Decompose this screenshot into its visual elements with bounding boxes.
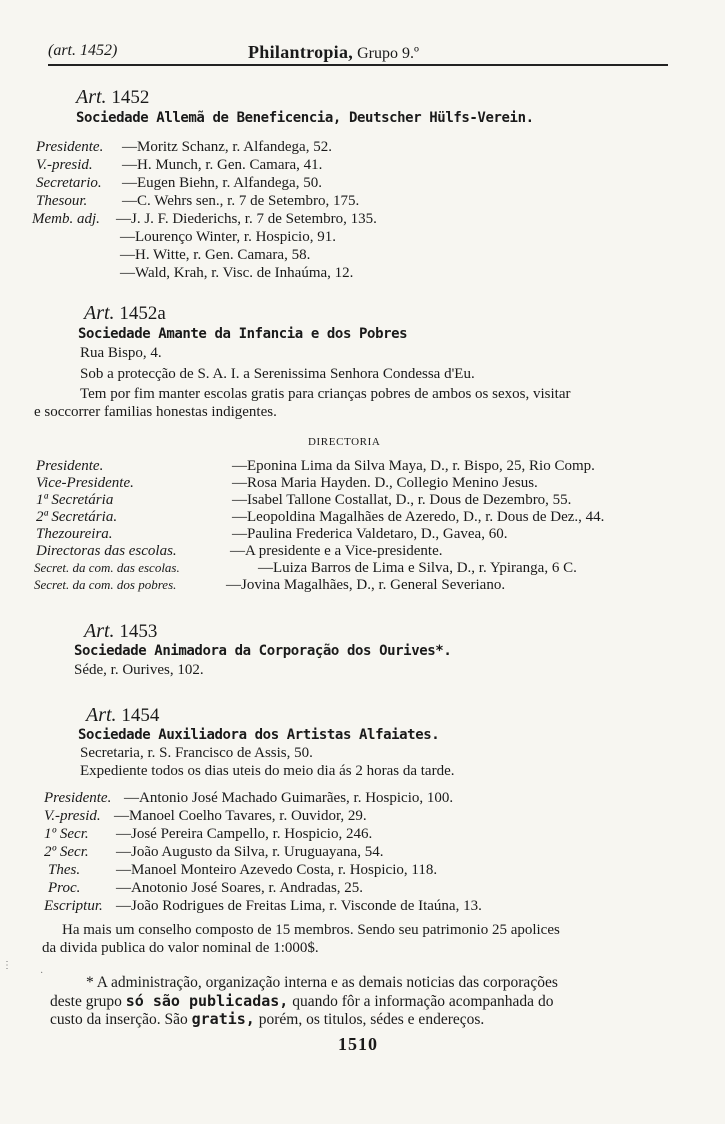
member-entry: —A presidente e a Vice-presidente. (230, 543, 443, 559)
member-entry: —Eponina Lima da Silva Maya, D., r. Bispo, 25, Rio Comp. (232, 458, 595, 474)
article-1452a-protection: Sob a protecção de S. A. I. a Serenissima Senhora Condessa d'Eu. (80, 366, 475, 382)
member-entry: —João Rodrigues de Freitas Lima, r. Visconde de Itaúna, 13. (116, 898, 482, 914)
article-1453-number: Art. 1453 (84, 620, 158, 642)
role-label: Secret. da com. dos pobres. (34, 577, 177, 592)
article-1453-address: Séde, r. Ourives, 102. (74, 662, 204, 678)
role-label: Directoras das escolas. (36, 543, 177, 559)
footnote-line2: deste grupo só são publicadas, quando fôr a informação acompanhada do (50, 992, 554, 1010)
member-entry: —Antonio José Machado Guimarães, r. Hospicio, 100. (124, 790, 454, 806)
page-number: 1510 (338, 1034, 378, 1054)
member-entry: —Jovina Magalhães, D., r. General Severiano. (226, 577, 506, 593)
article-1452-number: Art. 1452 (76, 86, 150, 108)
role-label: V.-presid. (36, 157, 93, 173)
role-label: Thesour. (36, 193, 88, 209)
role-label: 1º Secr. (44, 826, 89, 842)
role-label: Vice-Presidente. (36, 475, 134, 491)
member-entry: —Isabel Tallone Costallat, D., r. Dous de Dezembro, 55. (232, 492, 572, 508)
role-label: Thezoureira. (36, 526, 113, 542)
member-entry: —Wald, Krah, r. Visc. de Inhaúma, 12. (120, 265, 354, 281)
role-label: V.-presid. (44, 808, 101, 824)
role-label: Presidente. (36, 139, 104, 155)
member-entry: —Luiza Barros de Lima e Silva, D., r. Ypiranga, 6 C. (258, 560, 577, 576)
directoria-heading: DIRECTORIA (308, 436, 381, 448)
member-entry: —Manoel Monteiro Azevedo Costa, r. Hospicio, 118. (116, 862, 438, 878)
role-label: 2º Secr. (44, 844, 89, 860)
member-entry: —Leopoldina Magalhães de Azeredo, D., r. Dous de Dez., 44. (232, 509, 605, 525)
header-title-bold: Philantropia, (248, 42, 354, 62)
article-1454-council-line2: da divida publica do valor nominal de 1:000$. (42, 940, 319, 956)
role-label: Presidente. (44, 790, 112, 806)
footnote-line3: custo da inserção. São gratis, porém, os titulos, sédes e endereços. (50, 1010, 485, 1028)
role-label: Secretario. (36, 175, 102, 191)
role-label: 2ª Secretária. (36, 509, 118, 525)
member-entry: —J. J. F. Diederichs, r. 7 de Setembro, 135. (116, 211, 377, 227)
member-entry: —Rosa Maria Hayden. D., Collegio Menino Jesus. (232, 475, 538, 491)
article-1454-number: Art. 1454 (86, 704, 160, 726)
article-1454-expediente: Expediente todos os dias uteis do meio dia ás 2 horas da tarde. (80, 763, 455, 779)
header-title (248, 42, 419, 63)
scan-speck: ⋮ (2, 960, 12, 971)
article-1454-secretaria: Secretaria, r. S. Francisco de Assis, 50. (80, 745, 313, 761)
member-entry: —Moritz Schanz, r. Alfandega, 52. (122, 139, 332, 155)
article-1453-title: Sociedade Animadora da Corporação dos Ourives*. (74, 643, 452, 659)
role-label: Proc. (48, 880, 81, 896)
article-1454-council-line1: Ha mais um conselho composto de 15 membros. Sendo seu patrimonio 25 apolices (62, 922, 560, 938)
article-1452a-aim-line1: Tem por fim manter escolas gratis para crianças pobres de ambos os sexos, visitar (80, 386, 571, 402)
member-entry: —José Pereira Campello, r. Hospicio, 246. (116, 826, 373, 842)
footnote-emphasis: gratis, (191, 1010, 255, 1028)
article-1454-title: Sociedade Auxiliadora dos Artistas Alfaiates. (78, 727, 440, 743)
role-label: Presidente. (36, 458, 104, 474)
member-entry: —C. Wehrs sen., r. 7 de Setembro, 175. (122, 193, 360, 209)
member-entry: —Manoel Coelho Tavares, r. Ouvidor, 29. (114, 808, 367, 824)
member-entry: —João Augusto da Silva, r. Uruguayana, 54. (116, 844, 384, 860)
scan-speck: · (40, 968, 44, 979)
role-label: Escriptur. (44, 898, 103, 914)
article-1452-title: Sociedade Allemã de Beneficencia, Deutscher Hülfs-Verein. (76, 110, 534, 126)
article-1452a-title: Sociedade Amante da Infancia e dos Pobres (78, 326, 408, 342)
member-entry: —Paulina Frederica Valdetaro, D., Gavea, 60. (232, 526, 508, 542)
article-1452a-number: Art. 1452a (84, 302, 166, 324)
member-entry: —H. Munch, r. Gen. Camara, 41. (122, 157, 323, 173)
role-label: Thes. (48, 862, 81, 878)
article-1452a-address: Rua Bispo, 4. (80, 345, 162, 361)
footnote-line1: * A administração, organização interna e as demais noticias das corporações (86, 974, 558, 991)
header-rule (48, 64, 668, 66)
article-1452a-aim-line2: e soccorrer familias honestas indigentes. (34, 404, 277, 420)
role-label: Secret. da com. das escolas. (34, 560, 180, 575)
page-header (48, 42, 668, 64)
role-label: Memb. adj. (32, 211, 100, 227)
footnote-emphasis: só são publicadas, (125, 992, 289, 1010)
member-entry: —H. Witte, r. Gen. Camara, 58. (120, 247, 311, 263)
member-entry: —Lourenço Winter, r. Hospicio, 91. (120, 229, 336, 245)
role-label: 1ª Secretária (36, 492, 114, 508)
header-article-ref: (art. 1452) (48, 42, 118, 59)
member-entry: —Anotonio José Soares, r. Andradas, 25. (116, 880, 364, 896)
header-group: Grupo 9.º (357, 45, 419, 62)
member-entry: —Eugen Biehn, r. Alfandega, 50. (122, 175, 322, 191)
